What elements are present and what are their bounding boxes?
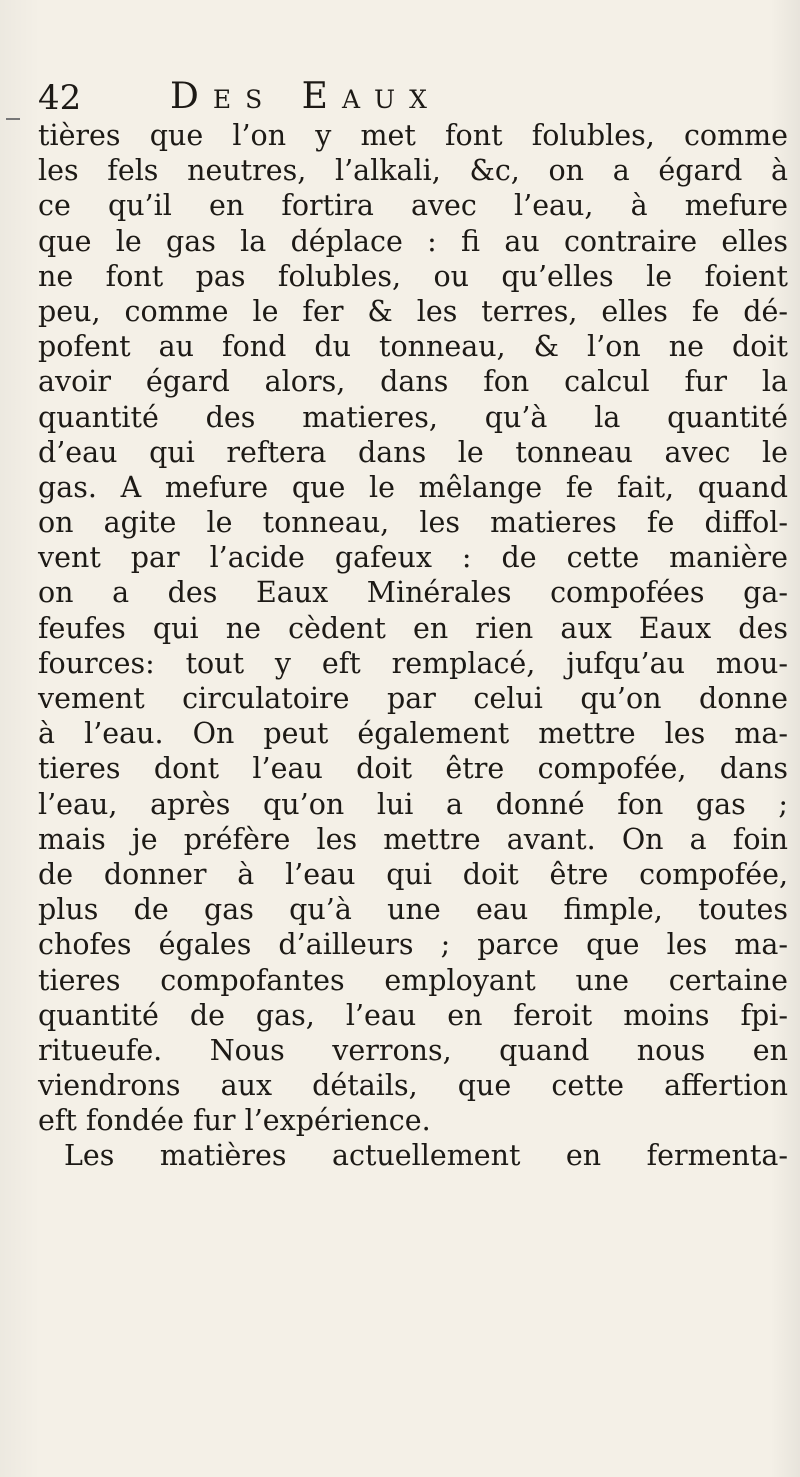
text-line: vement circulatoire par celui qu’on donne — [38, 682, 788, 715]
text-line: feufes qui ne cèdent en rien aux Eaux des — [38, 611, 788, 645]
body-text — [38, 118, 788, 1174]
text-line: quantité des matieres, qu’à la quantité — [38, 400, 788, 434]
text-line: viendrons aux détails, que cette affertion — [38, 1069, 788, 1103]
text-line: ritueufe. Nous verrons, quand nous en — [38, 1033, 788, 1067]
text-line: eft fondée fur l’expérience. — [38, 1104, 431, 1138]
text-line: chofes égales d’ailleurs ; parce que les ma- — [38, 928, 788, 962]
text-line: tieres compofantes employant une certaine — [38, 963, 788, 997]
text-line: tieres dont l’eau doit être compofée, dans — [38, 752, 788, 786]
text-line: gas. A mefure que le mêlange fe fait, quand — [38, 470, 788, 504]
text-line: avoir égard alors, dans fon calcul fur la — [38, 365, 788, 399]
text-line: fources: tout y eft remplacé, jufqu’au mou- — [38, 646, 788, 680]
page-header — [0, 76, 800, 120]
text-line: ne font pas folubles, ou qu’elles le foient — [38, 259, 788, 293]
page-number: 42 — [38, 78, 82, 118]
running-head: Des Eaux — [170, 76, 441, 117]
text-line: quantité de gas, l’eau en feroit moins fpi- — [38, 998, 788, 1032]
text-line: à l’eau. On peut également mettre les ma- — [38, 717, 788, 751]
text-line: peu, comme le fer & les terres, elles fe dé- — [38, 294, 788, 328]
text-line: l’eau, après qu’on lui a donné fon gas ; — [38, 787, 788, 821]
text-line: plus de gas qu’à une eau fimple, toutes — [38, 893, 788, 927]
text-line: Les matières actuellement en fermenta- — [64, 1139, 788, 1173]
text-line: vent par l’acide gafeux : de cette manière — [38, 541, 788, 575]
text-line: de donner à l’eau qui doit être compofée, — [38, 857, 788, 891]
text-line: tières que l’on y met font folubles, comme — [38, 119, 788, 152]
text-line: on agite le tonneau, les matieres fe diffol- — [38, 506, 788, 540]
text-line: mais je préfère les mettre avant. On a foin — [38, 822, 788, 856]
text-line: on a des Eaux Minérales compofées ga- — [38, 576, 788, 610]
text-line: ce qu’il en fortira avec l’eau, à mefure — [38, 189, 788, 223]
text-line: les fels neutres, l’alkali, &c, on a égard à — [38, 154, 788, 188]
text-line: que le gas la déplace : fi au contraire elles — [38, 224, 788, 258]
text-line: pofent au fond du tonneau, & l’on ne doit — [38, 330, 788, 364]
text-line: d’eau qui reftera dans le tonneau avec le — [38, 435, 788, 469]
